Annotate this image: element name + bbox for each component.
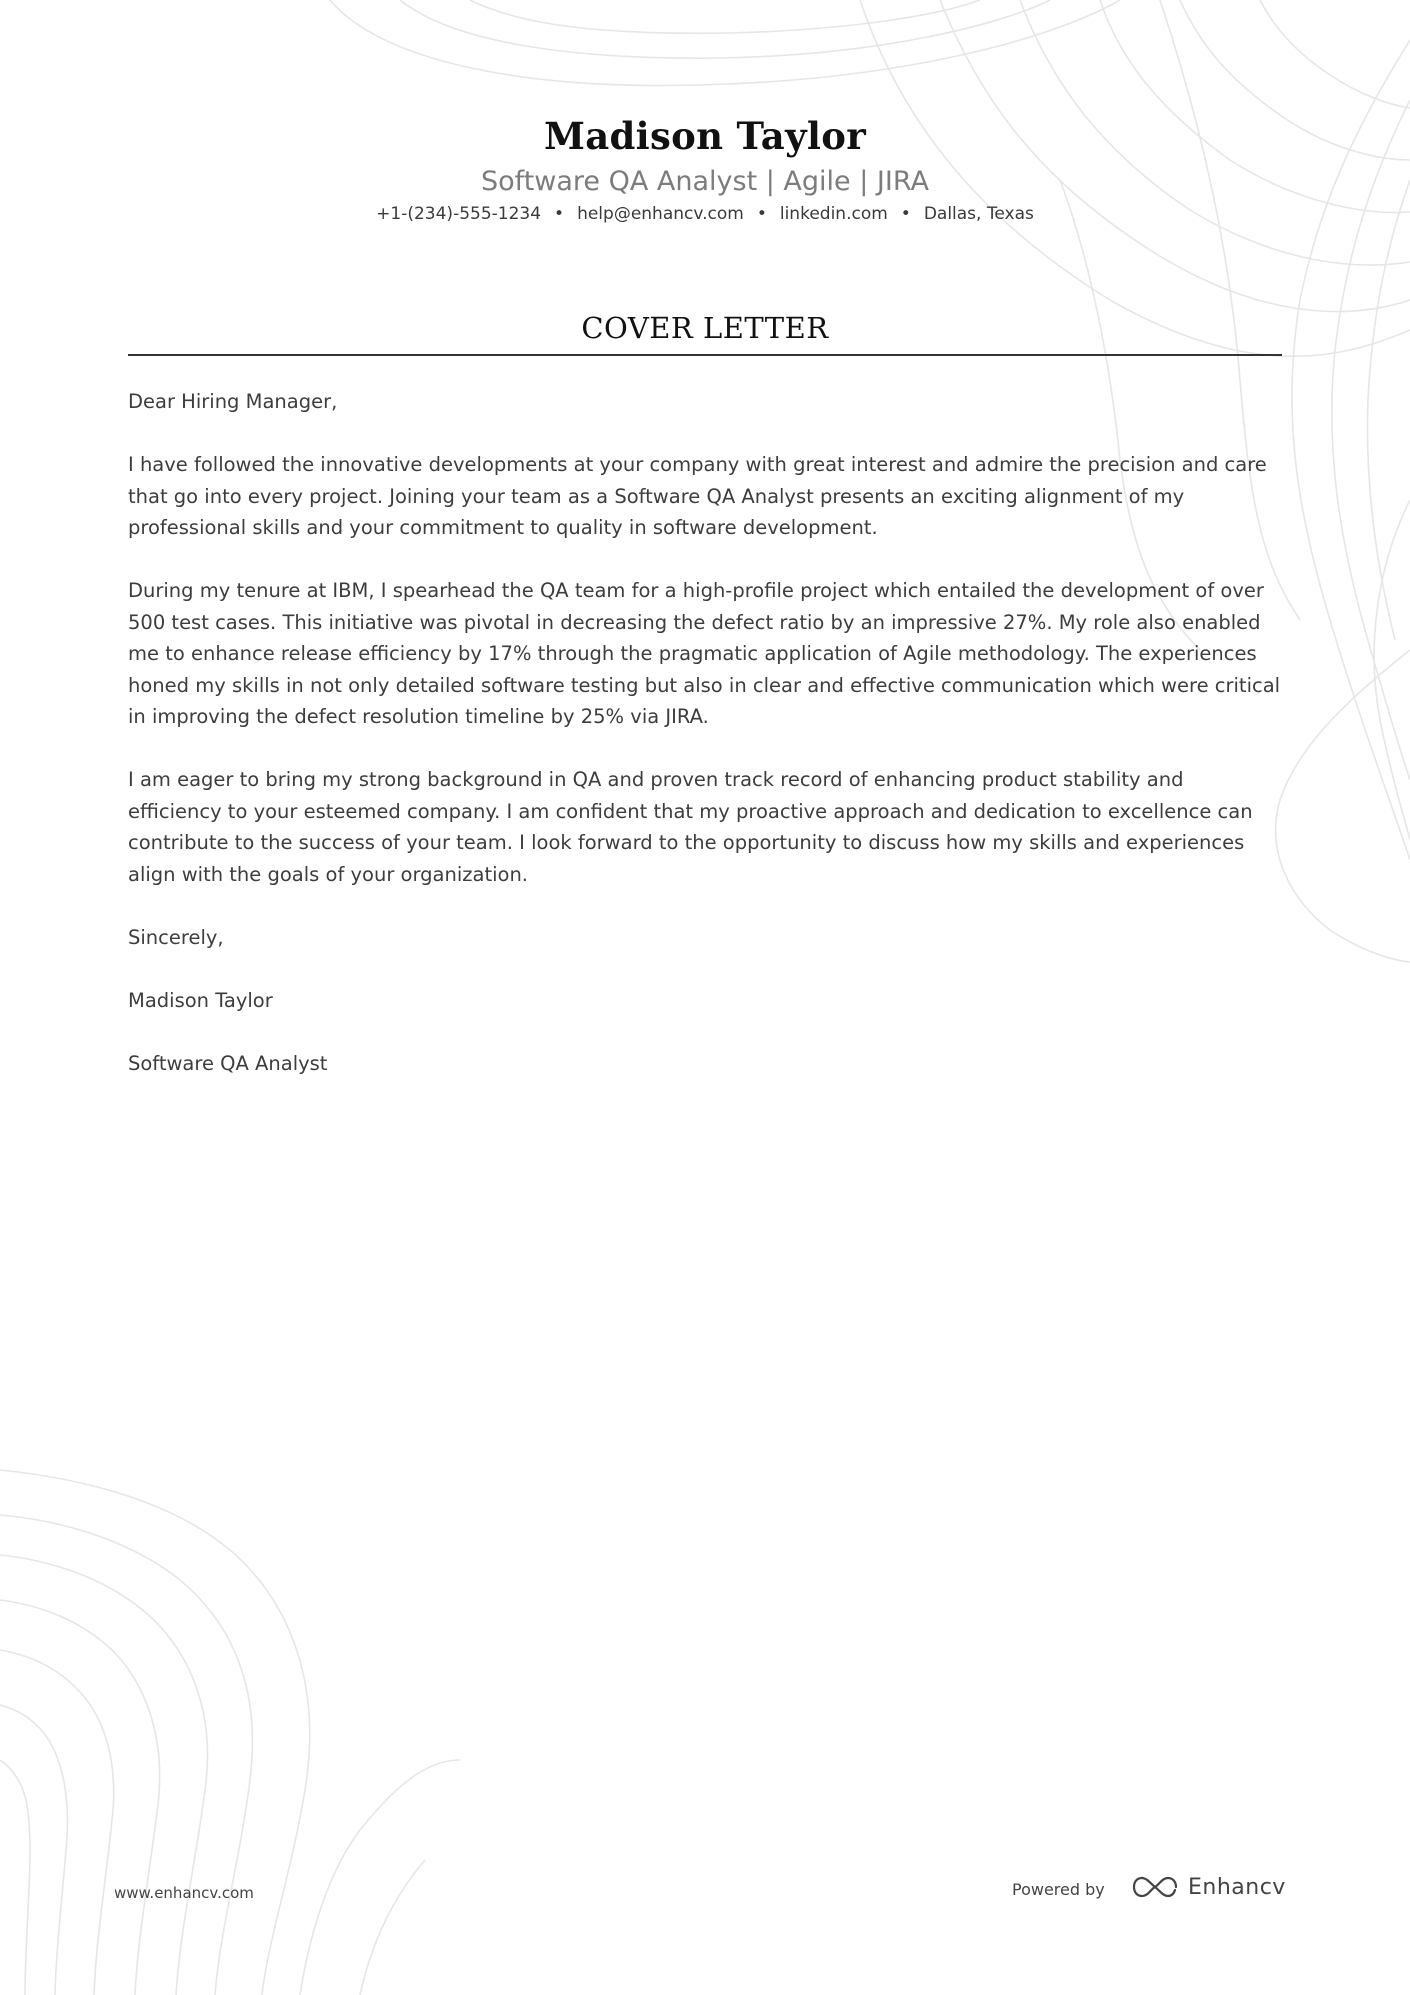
contact-email: help@enhancv.com — [577, 204, 744, 224]
enhancv-brand[interactable] — [1132, 1874, 1286, 1900]
contact-line — [0, 202, 1410, 226]
signature-title: Software QA Analyst — [128, 1051, 328, 1075]
contact-phone: +1-(234)-555-1234 — [376, 204, 542, 224]
letter-header — [0, 112, 1410, 226]
applicant-headline: Software QA Analyst | Agile | JIRA — [481, 166, 929, 197]
section-title: COVER LETTER — [581, 311, 829, 345]
letter-paragraph: I am eager to bring my strong background in QA and proven track record of enhancing product stability and efficiency to your esteemed company. I am confident that my proactive approach and dedication to excellence can contribute to the success of your team. I look forward to the opportunity to discuss how my skills and experiences align with the goals of your organization. — [128, 768, 1253, 886]
enhancv-logo-icon — [1132, 1874, 1178, 1900]
contact-separator: • — [554, 204, 565, 224]
footer-website-link[interactable]: www.enhancv.com — [114, 1884, 254, 1902]
section-divider — [128, 354, 1282, 356]
contact-separator: • — [900, 204, 911, 224]
letter-paragraph: During my tenure at IBM, I spearhead the QA team for a high-profile project which entailed the development of over 500 test cases. This initiative was pivotal in decreasing the defect ratio by an impressive 27%. My role also enabled me to enhance release efficiency by 17% through the pragmatic application of Agile methodology. The experiences honed my skills in not only detailed software testing but also in clear and effective communication which were critical in improving the defect resolution timeline by 25% via JIRA. — [128, 579, 1281, 728]
contact-separator: • — [756, 204, 767, 224]
contact-linkedin: linkedin.com — [779, 204, 888, 224]
letter-paragraph: I have followed the innovative developments at your company with great interest and admire the precision and care that go into every project. Joining your team as a Software QA Analyst presents an exciting alignment of my professional skills and your commitment to quality in software development. — [128, 453, 1267, 539]
letter-body — [128, 386, 1282, 1111]
letter-closing: Sincerely, — [128, 925, 224, 949]
signature-name: Madison Taylor — [128, 988, 273, 1012]
letter-greeting: Dear Hiring Manager, — [128, 390, 338, 413]
enhancv-brand-name: Enhancv — [1188, 1874, 1286, 1900]
powered-by-label: Powered by — [1012, 1880, 1105, 1899]
applicant-name: Madison Taylor — [543, 114, 867, 158]
contact-location: Dallas, Texas — [923, 204, 1034, 224]
